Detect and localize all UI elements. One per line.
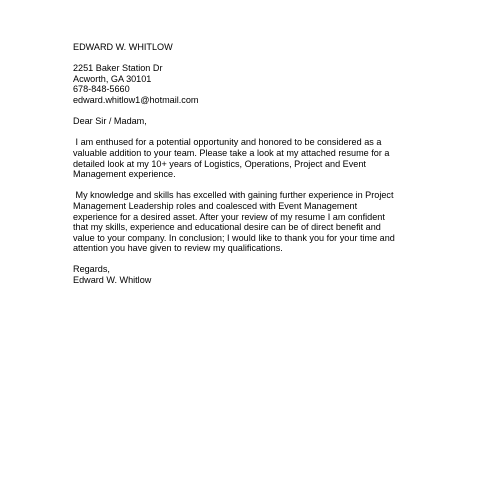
sender-name: EDWARD W. WHITLOW	[73, 42, 173, 52]
spacer	[73, 254, 433, 265]
sender-address	[73, 63, 433, 105]
address-street: 2251 Baker Station Dr	[73, 63, 163, 74]
closing: Regards,	[73, 264, 110, 275]
paragraph-1-line: valuable addition to your team. Please take a look at my attached resume for a	[73, 147, 390, 158]
paragraph-2-line: attention you have given to review my qualifications.	[73, 243, 283, 254]
paragraph-2-line: Management Leadership roles and coalesced with Event Management	[73, 200, 358, 211]
address-phone: 678-848-5660	[73, 84, 130, 95]
paragraph-1	[73, 137, 433, 179]
spacer	[73, 106, 433, 117]
paragraph-2-line: experience for a desired asset. After your review of my resume I am confident	[73, 211, 385, 222]
signature-name: Edward W. Whitlow	[73, 275, 152, 286]
paragraph-1-line: I am enthused for a potential opportunity and honored to be considered as a	[73, 137, 382, 148]
spacer	[73, 127, 433, 138]
paragraph-2-line: My knowledge and skills has excelled with gaining further experience in Project	[73, 190, 394, 201]
spacer	[73, 180, 433, 191]
salutation: Dear Sir / Madam,	[73, 116, 147, 127]
spacer	[73, 53, 433, 64]
cover-letter	[73, 42, 433, 286]
address-city-state-zip: Acworth, GA 30101	[73, 73, 152, 84]
paragraph-2	[73, 190, 433, 254]
paragraph-1-line: Management experience.	[73, 169, 176, 180]
address-email: edward.whitlow1@hotmail.com	[73, 94, 199, 105]
paragraph-1-line: detailed look at my 10+ years of Logistics, Operations, Project and Event	[73, 158, 366, 169]
paragraph-2-line: value to your company. In conclusion; I would like to thank you for your time and	[73, 232, 395, 243]
paragraph-2-line: that my skills, experience and educational desire can be of direct benefit and	[73, 222, 381, 233]
